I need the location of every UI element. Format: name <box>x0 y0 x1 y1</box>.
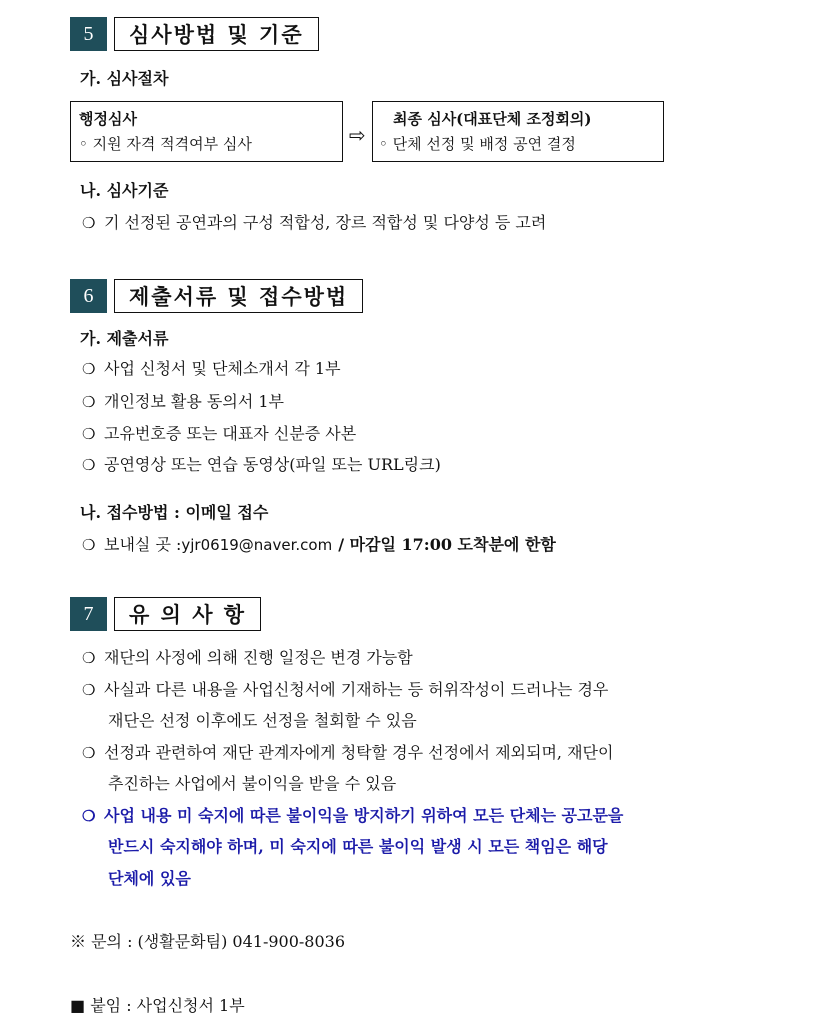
subsection-title: 가. 제출서류 <box>80 329 169 348</box>
section-title: 유 의 사 항 <box>114 597 261 631</box>
subsection-title: 나. 심사기준 <box>80 181 169 200</box>
list-item <box>82 532 556 555</box>
bullet-icon: ❍ <box>82 807 96 825</box>
list-item-text: 고유번호증 또는 대표자 신분증 사본 <box>104 424 357 443</box>
list-item <box>82 645 413 668</box>
attachment-note: ■ 붙임 : 사업신청서 1부 <box>70 996 245 1015</box>
list-item <box>82 389 284 412</box>
process-step-desc: ◦ 단체 선정 및 배정 공연 결정 <box>379 135 576 153</box>
list-item <box>82 356 341 379</box>
bullet-icon: ❍ <box>82 360 96 378</box>
process-step-box <box>70 101 343 162</box>
section-number: 5 <box>70 17 107 51</box>
section-number: 7 <box>70 597 107 631</box>
process-step-box <box>372 101 664 162</box>
section-6-header <box>70 279 363 313</box>
list-item-text: 공연영상 또는 연습 동영상(파일 또는 URL링크) <box>104 455 441 474</box>
list-item-highlight <box>82 803 623 826</box>
list-item-continuation: 재단은 선정 이후에도 선정을 철회할 수 있음 <box>108 711 417 730</box>
bullet-icon: ❍ <box>82 214 96 232</box>
list-item-text: 기 선정된 공연과의 구성 적합성, 장르 적합성 및 다양성 등 고려 <box>104 213 547 232</box>
email-link[interactable]: yjr0619@naver.com <box>181 536 333 554</box>
section-5-header <box>70 17 319 51</box>
bullet-icon: ❍ <box>82 425 96 443</box>
bullet-icon: ❍ <box>82 456 96 474</box>
list-item-text: 재단의 사정에 의해 진행 일정은 변경 가능함 <box>104 648 413 667</box>
section-number: 6 <box>70 279 107 313</box>
list-item <box>82 421 356 444</box>
bullet-icon: ❍ <box>82 393 96 411</box>
send-label: 보내실 곳 : <box>104 535 182 554</box>
list-item <box>82 210 546 233</box>
list-item-continuation: 단체에 있음 <box>108 869 191 888</box>
process-step-title: 최종 심사(대표단체 조정회의) <box>393 110 592 128</box>
list-item-text: 선정과 관련하여 재단 관계자에게 청탁할 경우 선정에서 제외되며, 재단이 <box>104 743 614 762</box>
section-title: 제출서류 및 접수방법 <box>114 279 363 313</box>
subsection-title: 나. 접수방법 : 이메일 접수 <box>80 503 269 522</box>
contact-info: ※ 문의 : (생활문화팀) 041-900-8036 <box>70 932 346 951</box>
process-step-desc: ◦ 지원 자격 적격여부 심사 <box>79 135 252 153</box>
section-7-header <box>70 597 261 631</box>
process-step-title: 행정심사 <box>79 110 137 128</box>
list-item <box>82 677 608 700</box>
deadline-text: / 마감일 17:00 도착분에 한함 <box>338 535 556 554</box>
bullet-icon: ❍ <box>82 536 96 554</box>
list-item-continuation: 반드시 숙지해야 하며, 미 숙지에 따른 불이익 발생 시 모든 책임은 해당 <box>108 837 608 856</box>
list-item-text: 개인정보 활용 동의서 1부 <box>104 392 284 411</box>
list-item-text: 사업 신청서 및 단체소개서 각 1부 <box>104 359 341 378</box>
bullet-icon: ❍ <box>82 649 96 667</box>
bullet-icon: ❍ <box>82 681 96 699</box>
list-item <box>82 740 613 763</box>
right-arrow-icon: ⇨ <box>349 123 366 147</box>
section-title: 심사방법 및 기준 <box>114 17 319 51</box>
list-item-continuation: 추진하는 사업에서 불이익을 받을 수 있음 <box>108 774 397 793</box>
bullet-icon: ❍ <box>82 744 96 762</box>
list-item-text: 사실과 다른 내용을 사업신청서에 기재하는 등 허위작성이 드러나는 경우 <box>104 680 609 699</box>
list-item-text: 사업 내용 미 숙지에 따른 불이익을 방지하기 위하여 모든 단체는 공고문을 <box>104 806 624 825</box>
list-item <box>82 452 441 475</box>
subsection-title: 가. 심사절차 <box>80 69 169 88</box>
